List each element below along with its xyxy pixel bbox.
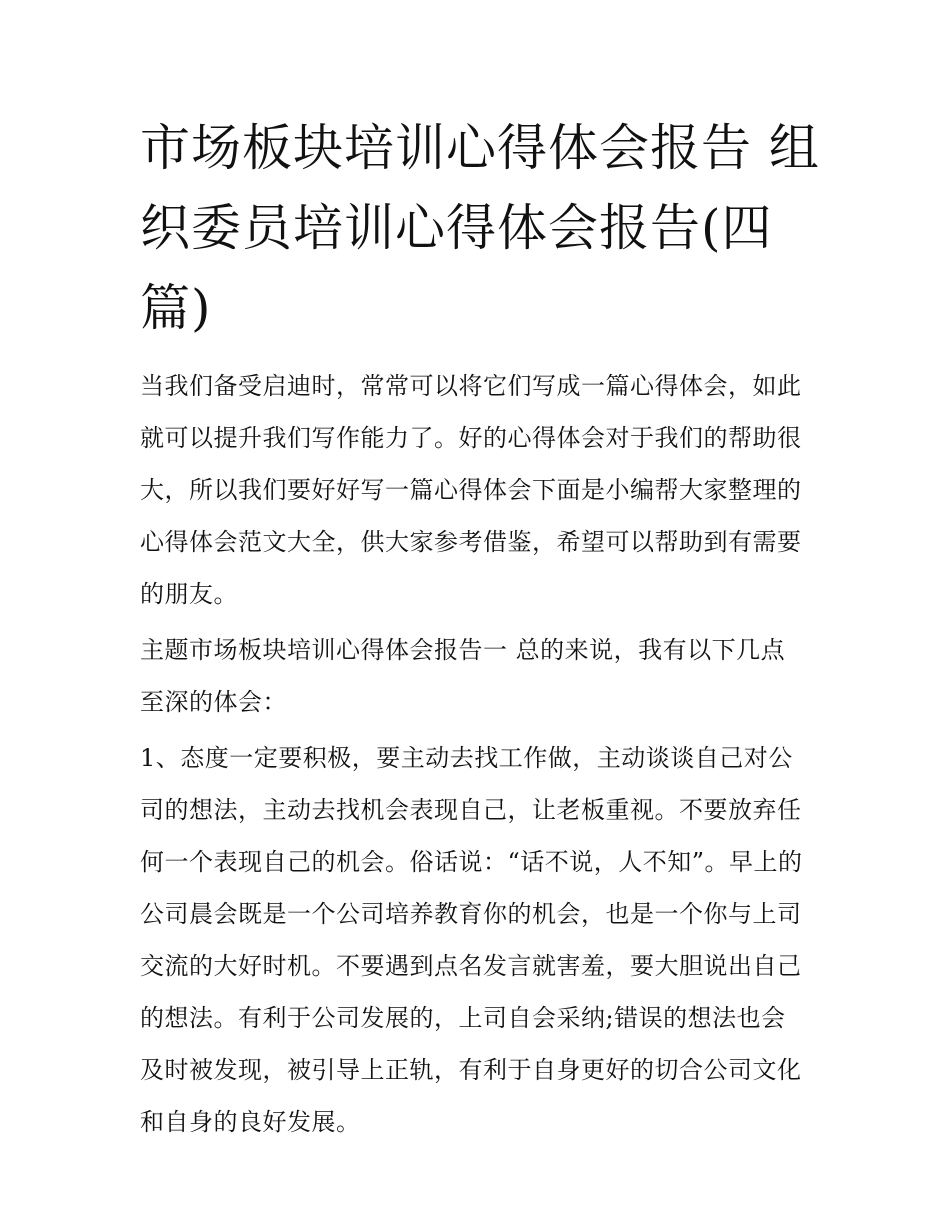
text-line: 心得体会范文大全，供大家参考借鉴，希望可以帮助到有需要: [140, 528, 802, 556]
text-line: 和自身的良好发展。: [140, 1108, 361, 1136]
text-line: 1、态度一定要积极，要主动去找工作做，主动谈谈自己对公: [140, 744, 793, 772]
text-line: 就可以提升我们写作能力了。好的心得体会对于我们的帮助很: [140, 424, 802, 452]
text-line: 至深的体会：: [140, 688, 287, 716]
text-line: 及时被发现，被引导上正轨，有利于自身更好的切合公司文化: [140, 1056, 802, 1084]
text-line: 的想法。有利于公司发展的，上司自会采纳;错误的想法也会: [140, 1004, 786, 1032]
topic-paragraph: [140, 624, 820, 728]
text-line: 何一个表现自己的机会。俗话说：“话不说，人不知”。早上的: [140, 848, 803, 876]
text-line: 司的想法，主动去找机会表现自己，让老板重视。不要放弃任: [140, 796, 802, 824]
text-line: 大，所以我们要好好写一篇心得体会下面是小编帮大家整理的: [140, 476, 802, 504]
document-body: [140, 360, 820, 1148]
intro-paragraph: [140, 360, 820, 620]
document-title: [140, 108, 820, 348]
title-line: 市场板块培训心得体会报告 组: [140, 119, 820, 177]
title-line: 织委员培训心得体会报告(四: [140, 199, 773, 257]
text-line: 交流的大好时机。不要遇到点名发言就害羞，要大胆说出自己: [140, 952, 802, 980]
document-page: [140, 108, 820, 1152]
point-1-paragraph: [140, 732, 820, 1148]
text-line: 公司晨会既是一个公司培养教育你的机会，也是一个你与上司: [140, 900, 802, 928]
text-line: 的朋友。: [140, 580, 238, 608]
title-line: 篇): [140, 279, 212, 337]
text-line: 主题市场板块培训心得体会报告一 总的来说，我有以下几点: [140, 636, 786, 664]
text-line: 当我们备受启迪时，常常可以将它们写成一篇心得体会，如此: [140, 372, 802, 400]
